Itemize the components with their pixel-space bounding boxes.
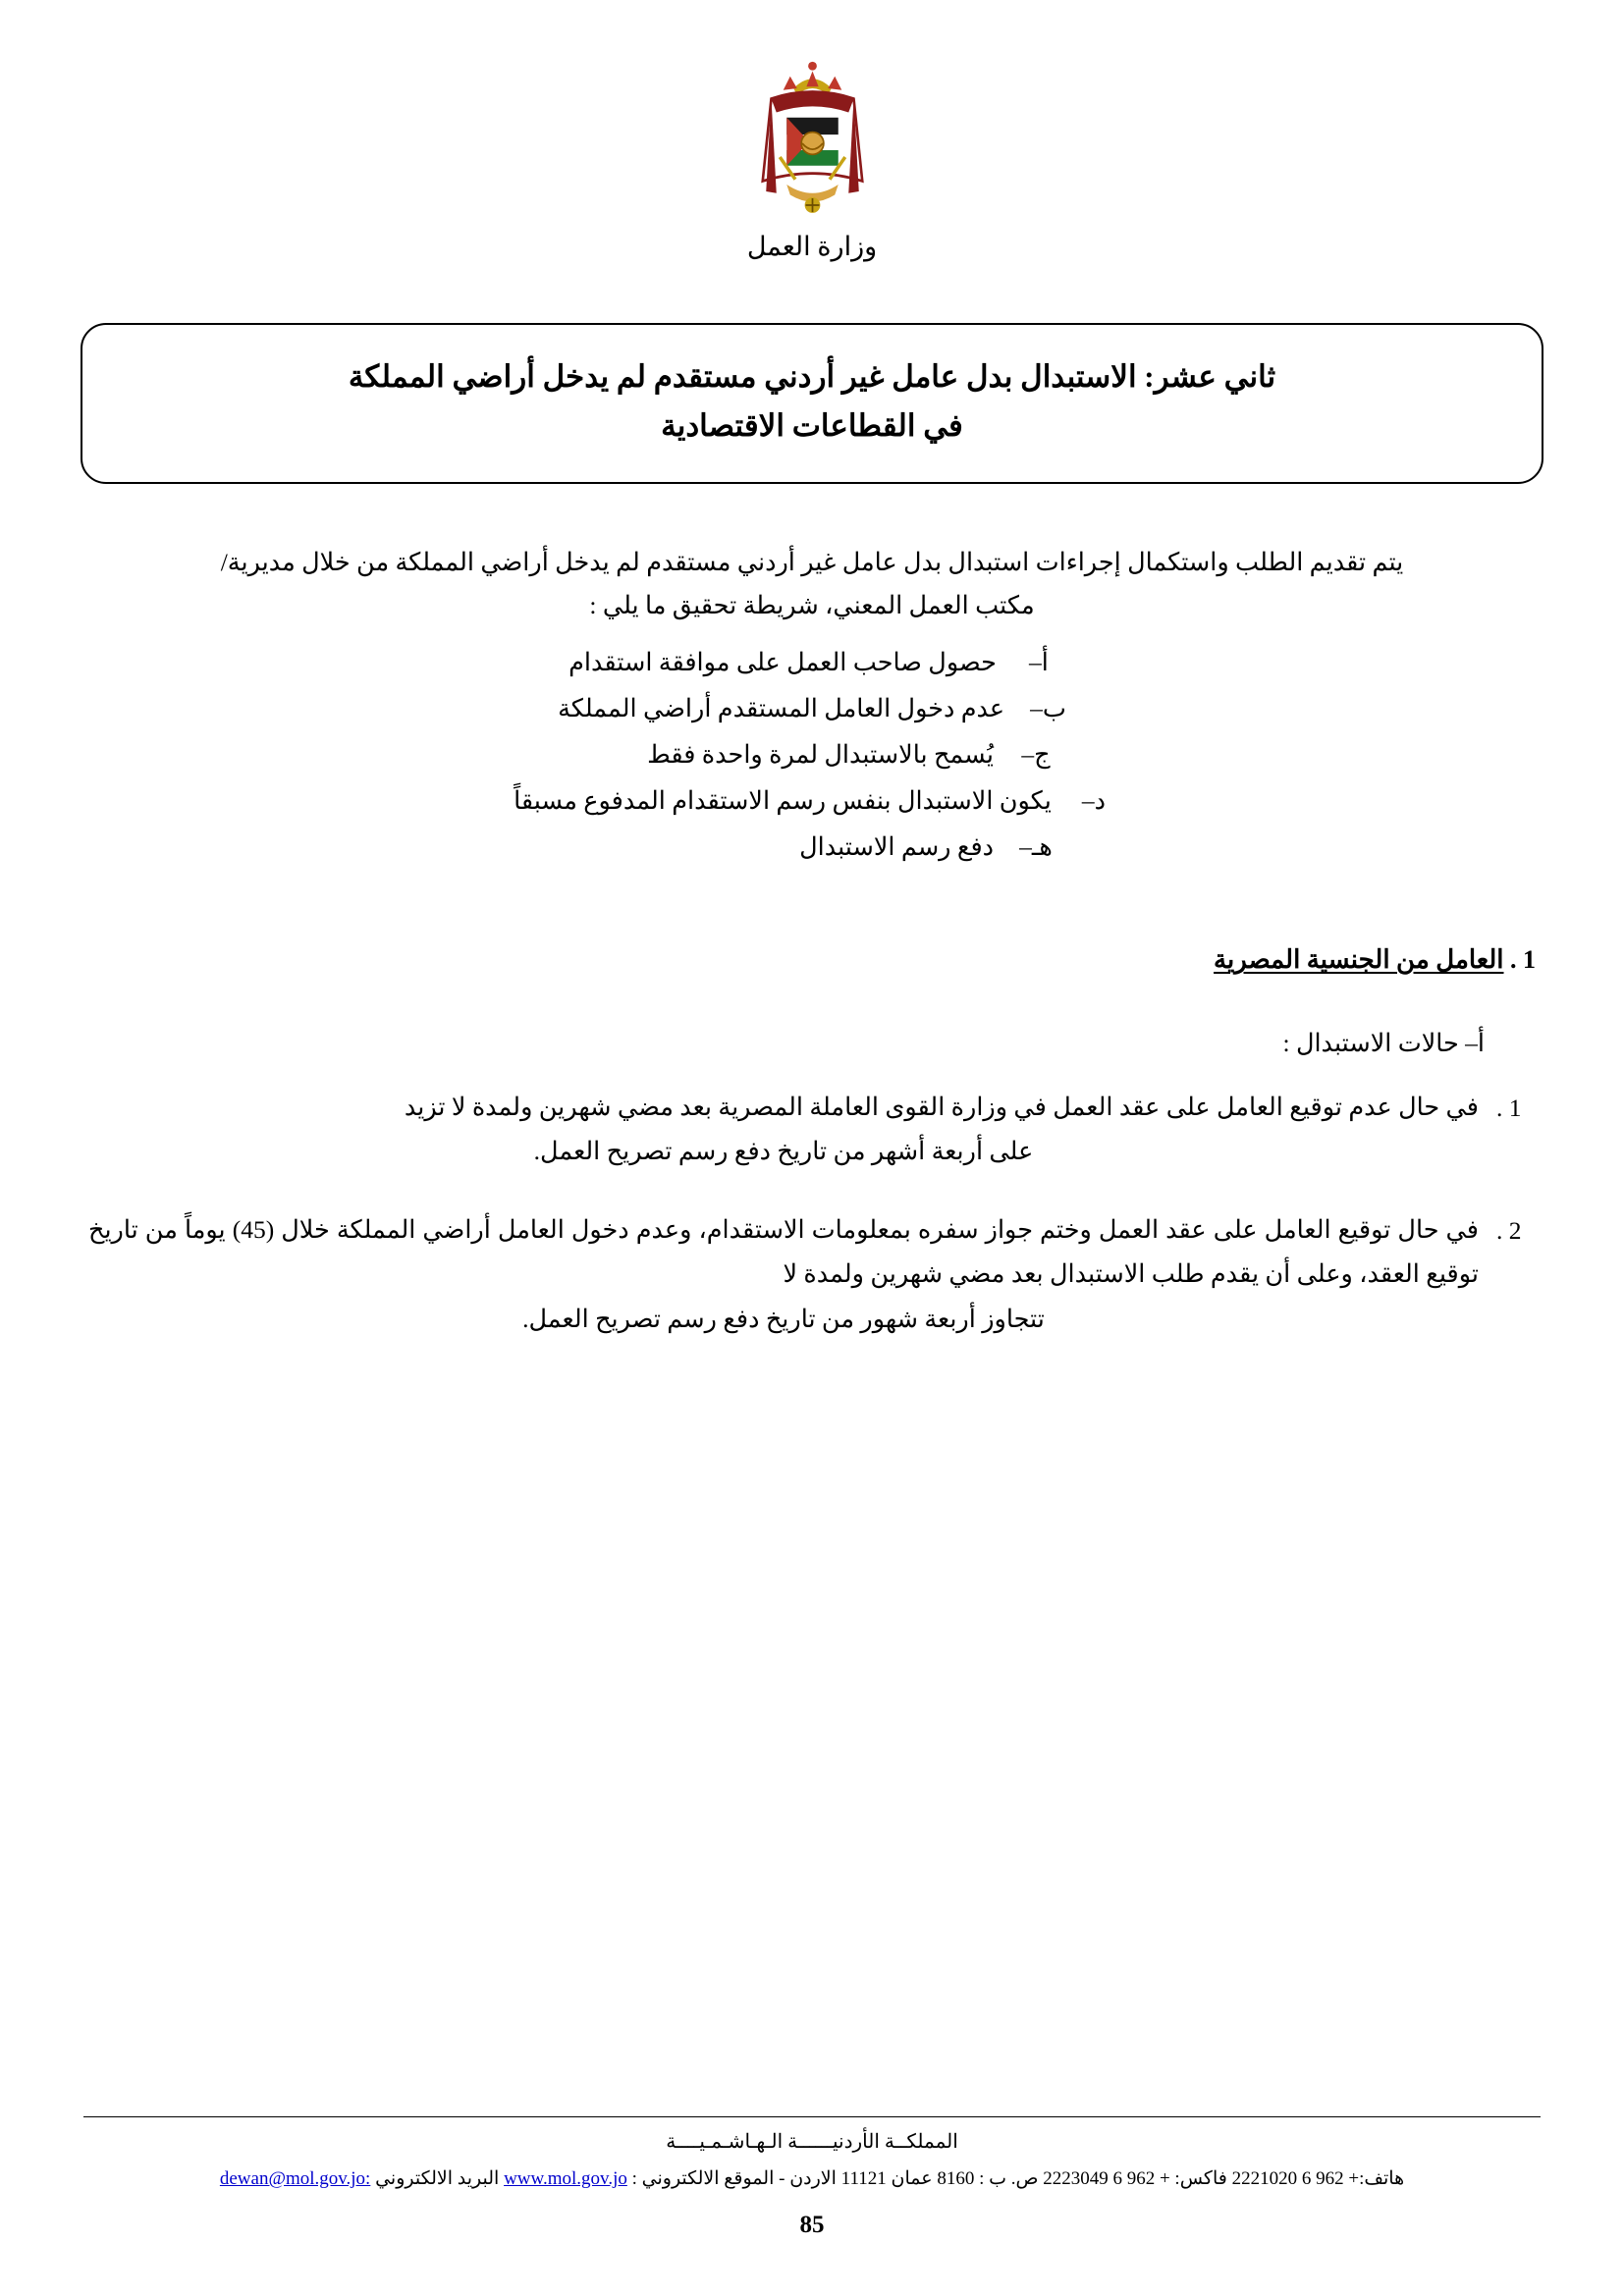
section-heading [88, 938, 1536, 983]
list-marker: د– [1081, 785, 1106, 815]
document-header [0, 0, 1624, 262]
document-footer [0, 2116, 1624, 2239]
document-title-box [81, 323, 1543, 484]
intro-line-1: يتم تقديم الطلب واستكمال إجراءات استبدال بدل عامل غير أردني مستقدم لم يدخل أراضي المملكة من خلال مديرية/ [220, 548, 1404, 577]
email-label: البريد الالكتروني [375, 2168, 500, 2189]
title-line-2: في القطاعات الاقتصادية [661, 408, 963, 444]
cases-list [88, 1085, 1536, 1341]
section-number: 1 . [1510, 945, 1536, 975]
list-text-body: في حال عدم توقيع العامل على عقد العمل في وزارة القوى العاملة المصرية بعد مضي شهرين ولمدة لا تزيد [404, 1093, 1479, 1122]
list-marker: أ– [1028, 648, 1049, 677]
list-text: عدم دخول العامل المستقدم أراضي المملكة [558, 694, 1005, 723]
list-item [88, 779, 1536, 823]
list-marker: 2 . [1496, 1215, 1522, 1245]
document-body [88, 541, 1536, 1340]
list-text-last-line: تتجاوز أربعة شهور من تاريخ دفع رسم تصريح العمل. [522, 1304, 1045, 1333]
list-item [88, 1085, 1536, 1174]
intro-paragraph [88, 541, 1536, 627]
list-marker: ج– [1021, 739, 1051, 769]
list-text: يكون الاستبدال بنفس رسم الاستقدام المدفوع مسبقاً [514, 785, 1052, 815]
jordan-coat-of-arms-icon [727, 54, 898, 226]
list-text [88, 1085, 1479, 1174]
list-marker: هـ– [1019, 831, 1053, 861]
website-link[interactable]: www.mol.gov.jo [504, 2168, 627, 2189]
page-number: 85 [799, 2212, 825, 2238]
footer-contact-text: هاتف:+ 962 6 2221020 فاكس: + 962 6 2223049 ص. ب : 8160 عمان 11121 الاردن - الموقع الالكتروني : [631, 2168, 1405, 2189]
list-text: دفع رسم الاستبدال [799, 831, 994, 861]
conditions-list [88, 641, 1536, 868]
list-item [88, 826, 1536, 869]
list-text-last-line: على أربعة أشهر من تاريخ دفع رسم تصريح العمل. [533, 1137, 1034, 1166]
footer-contact [0, 2167, 1624, 2190]
list-item [88, 687, 1536, 730]
footer-kingdom: المملكــة الأردنيــــــة الـهـاشـمـيــــة [666, 2131, 958, 2153]
title-line-1: ثاني عشر: الاستبدال بدل عامل غير أردني مستقدم لم يدخل أراضي المملكة [348, 359, 1276, 394]
section-title: العامل من الجنسية المصرية [1214, 945, 1504, 975]
list-marker: 1 . [1496, 1094, 1522, 1123]
list-item [88, 641, 1536, 684]
list-text: يُسمح بالاستبدال لمرة واحدة فقط [647, 739, 994, 769]
list-item [88, 733, 1536, 776]
list-text: حصول صاحب العمل على موافقة استقدام [568, 648, 997, 677]
footer-divider [83, 2116, 1541, 2117]
sub-heading: أ– حالات الاستبدال : [1282, 1029, 1485, 1058]
list-item [88, 1207, 1536, 1341]
list-text [88, 1207, 1479, 1341]
email-link[interactable]: dewan@mol.gov.jo: [219, 2168, 371, 2189]
ministry-name: وزارة العمل [746, 232, 878, 261]
intro-line-2: مكتب العمل المعني، شريطة تحقيق ما يلي : [589, 591, 1035, 620]
list-text-body: في حال توقيع العامل على عقد العمل وختم جواز سفره بمعلومات الاستقدام، وعدم دخول العامل أراضي المملكة خلال (45) يوماً من تاريخ توقيع العقد، وعلى أن يقدم طلب الاستبدال بعد مضي شهرين ولمدة لا [88, 1214, 1479, 1289]
list-marker: ب– [1030, 694, 1066, 723]
